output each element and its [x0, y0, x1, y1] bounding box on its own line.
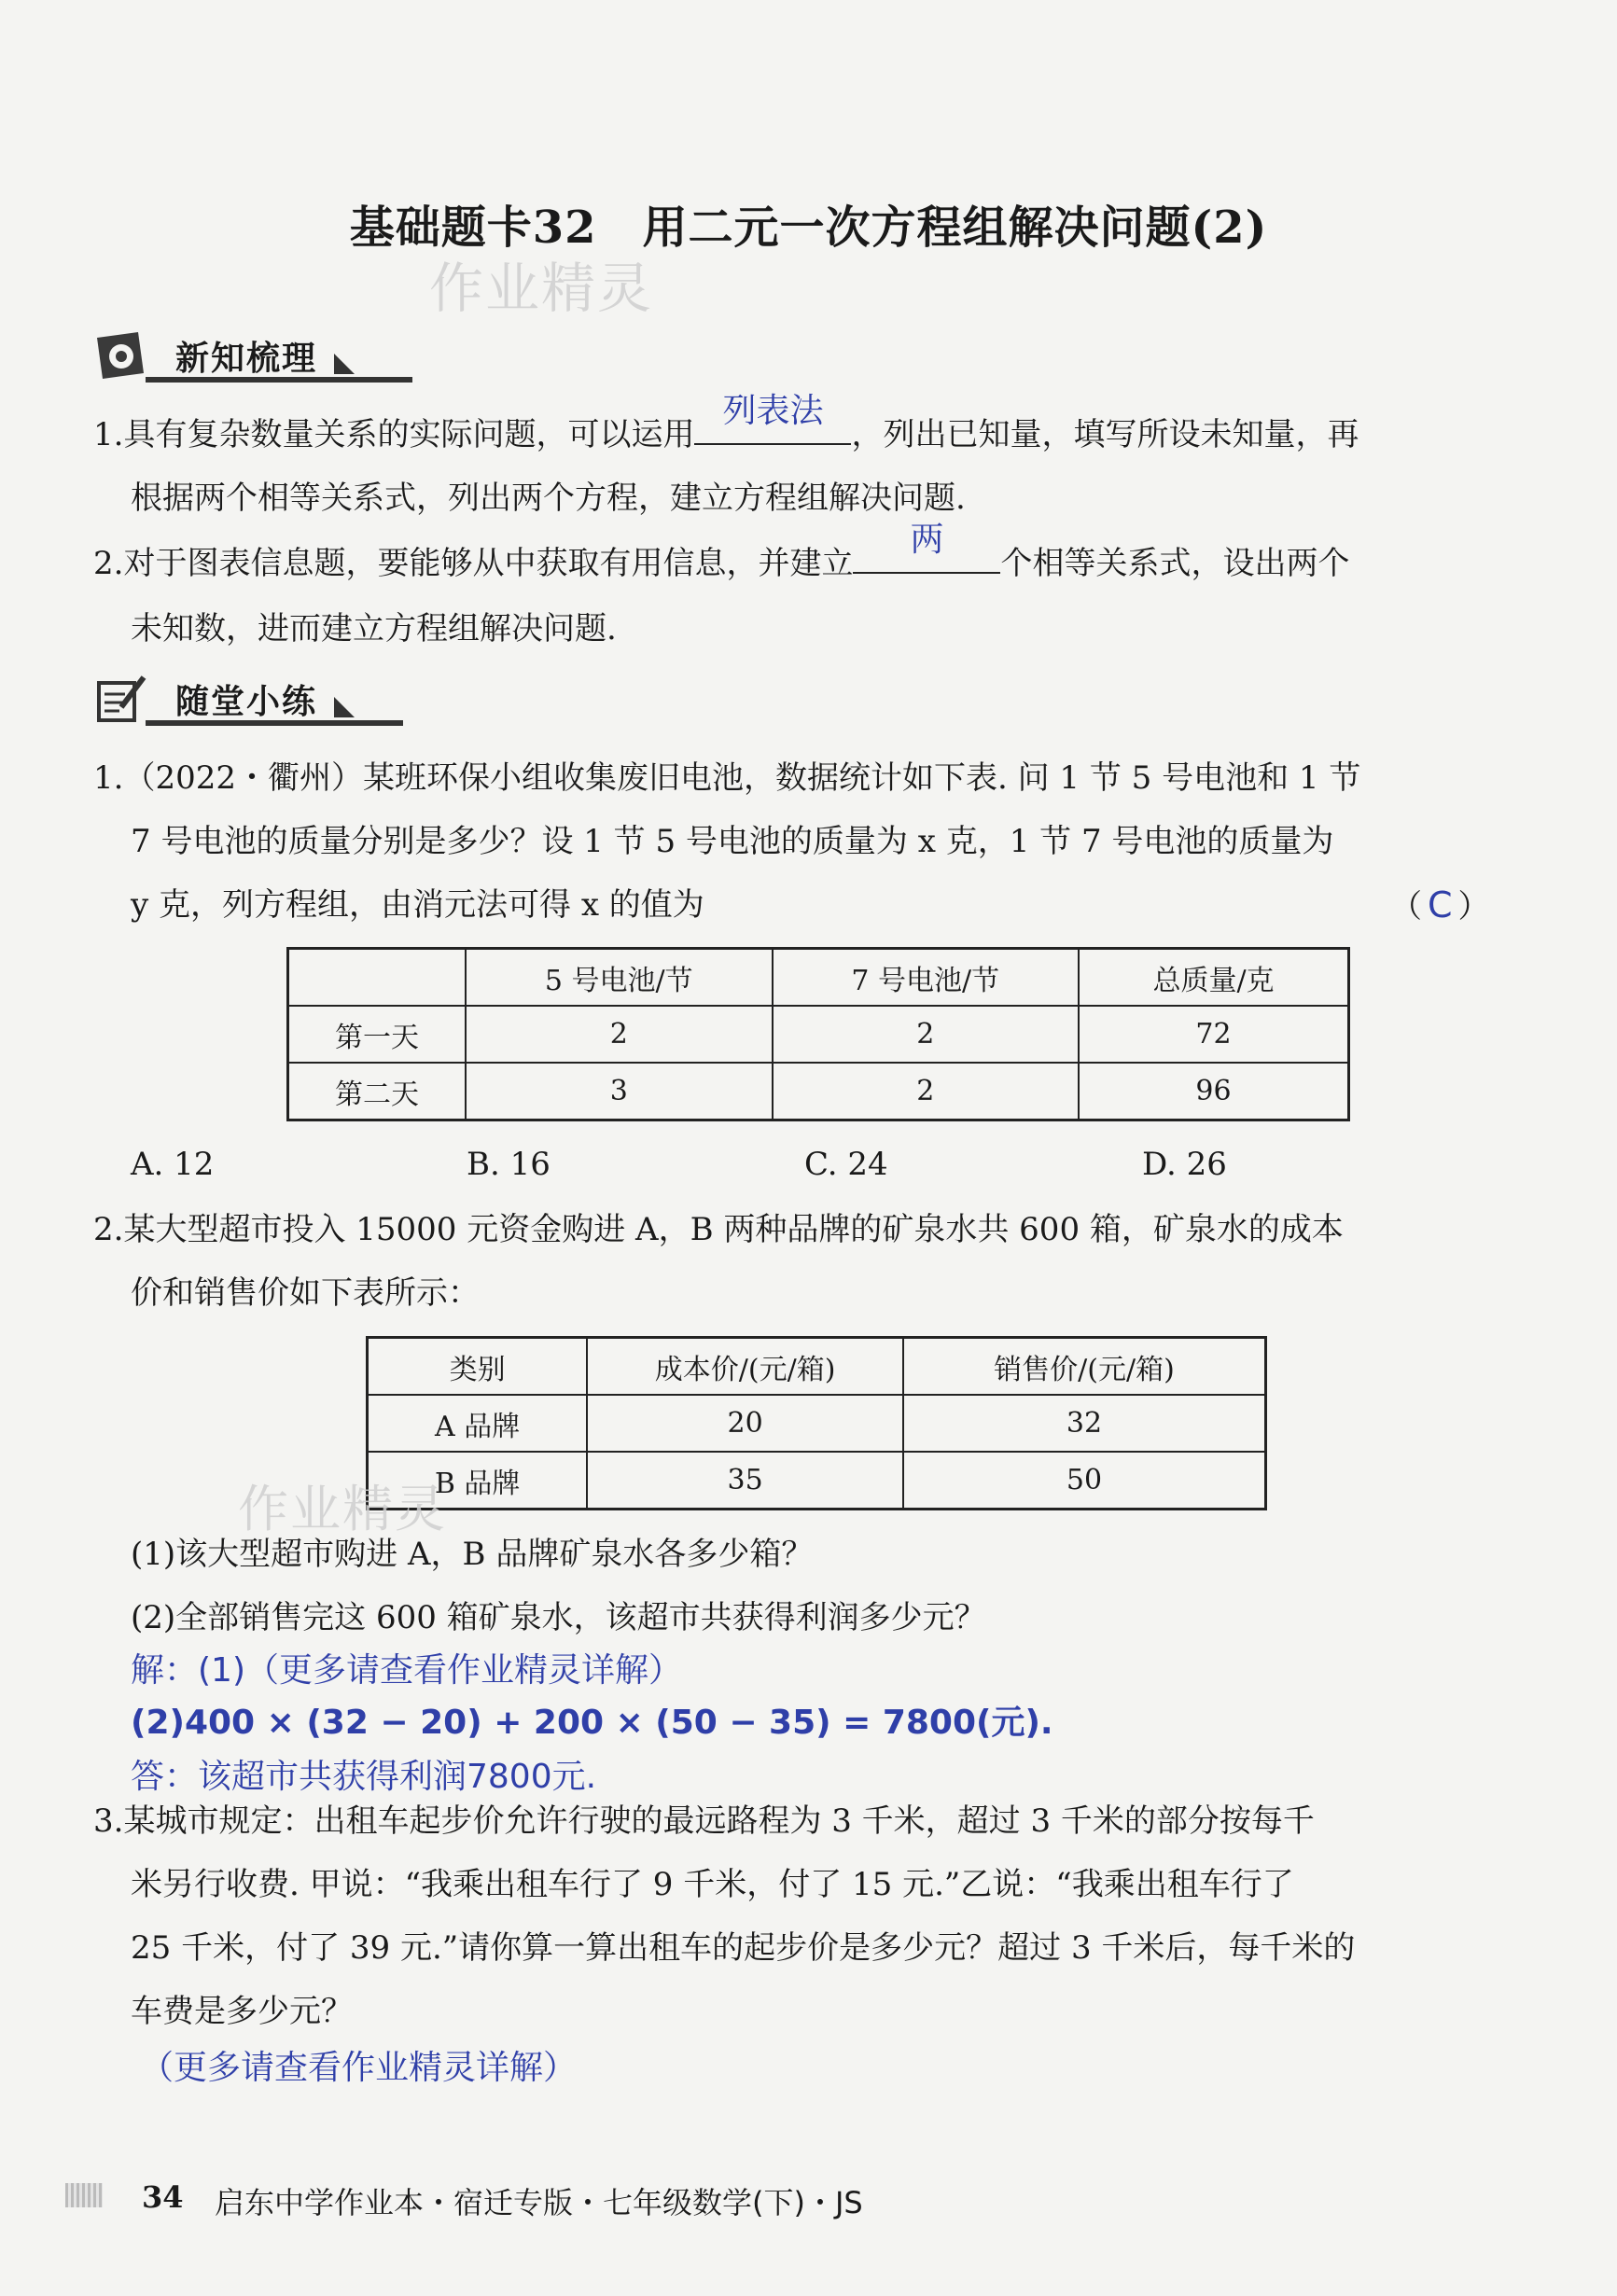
- answer-blank: [853, 521, 1000, 574]
- table-header-row: [288, 949, 1349, 1007]
- table-cell: 20: [587, 1395, 903, 1452]
- page-title: 基础题卡32 用二元一次方程组解决问题(2): [349, 202, 1268, 254]
- knowledge-item-1: [93, 392, 1549, 466]
- table-row: [368, 1395, 1266, 1452]
- knowledge-item-2: [93, 521, 1549, 595]
- answer-bracket: [1390, 873, 1521, 939]
- price-table: [366, 1336, 1267, 1510]
- answer-2-line1: 解：(1)（更多请查看作业精灵详解）: [131, 1651, 682, 1690]
- item-text: 1.具有复杂数量关系的实际问题，可以运用: [93, 416, 695, 453]
- paren-close: ）: [1457, 888, 1490, 925]
- question-2-sub2: (2)全部销售完这 600 箱矿泉水，该超市共获得利润多少元？: [131, 1599, 986, 1636]
- question-2-sub1: (1)该大型超市购进 A，B 品牌矿泉水各多少箱？: [131, 1536, 814, 1573]
- answer-2-line2: (2)400 × (32 − 20) + 200 × (50 − 35) = 7800(元).: [131, 1704, 1053, 1742]
- table-cell: [288, 949, 467, 1007]
- knowledge-item-2-line2: 未知数，进而建立方程组解决问题.: [131, 610, 617, 647]
- question-3-line2: 米另行收费. 甲说：“我乘出租车行了 9 千米，付了 15 元.”乙说：“我乘出租车行了: [131, 1866, 1294, 1903]
- table-cell: A 品牌: [368, 1395, 588, 1452]
- table-cell: 3: [466, 1063, 772, 1120]
- watermark-2: 作业精灵: [238, 1480, 447, 1538]
- table-cell: 总质量/克: [1079, 949, 1348, 1007]
- table-row: [368, 1452, 1266, 1510]
- table-cell: 35: [587, 1452, 903, 1510]
- question-1-line2: 7 号电池的质量分别是多少？设 1 节 5 号电池的质量为 x 克，1 节 7 号电池的质量为: [131, 823, 1334, 860]
- table-cell: 32: [903, 1395, 1266, 1452]
- answer-2-line3: 答：该超市共获得利润7800元.: [131, 1758, 597, 1796]
- page-number: 34: [142, 2179, 184, 2215]
- table-cell: 72: [1079, 1006, 1348, 1063]
- notebook-pen-icon: [93, 672, 147, 726]
- option-a: A. 12: [131, 1146, 215, 1183]
- paren-open: （: [1390, 888, 1422, 925]
- question-3-line3: 25 千米，付了 39 元.”请你算一算出租车的起步价是多少元？超过 3 千米后，每千米的: [131, 1929, 1356, 1967]
- table-row: [288, 1063, 1349, 1120]
- handwritten-answer: 两: [910, 521, 944, 559]
- table-cell: 类别: [368, 1338, 588, 1396]
- handwritten-answer: 列表法: [722, 392, 824, 430]
- battery-table: [286, 947, 1350, 1121]
- answer-blank: [694, 392, 851, 445]
- answer-3: （更多请查看作业精灵详解）: [140, 2049, 578, 2087]
- section-label: 新知梳理: [175, 339, 318, 378]
- section-underline: [146, 377, 412, 383]
- section-heading-practice: [93, 670, 392, 728]
- table-cell: 50: [903, 1452, 1266, 1510]
- question-3-line4: 车费是多少元？: [131, 1993, 353, 2030]
- item-text: 2.对于图表信息题，要能够从中获取有用信息，并建立: [93, 545, 854, 582]
- table-cell: 96: [1079, 1063, 1348, 1120]
- question-2-line2: 价和销售价如下表所示：: [131, 1274, 480, 1312]
- section-heading-new-knowledge: [93, 327, 401, 384]
- table-cell: 2: [773, 1006, 1079, 1063]
- table-cell: 2: [773, 1063, 1079, 1120]
- question-2-line1: 2.某大型超市投入 15000 元资金购进 A，B 两种品牌的矿泉水共 600 箱，矿泉水的成本: [93, 1211, 1344, 1248]
- table-cell: 销售价/(元/箱): [903, 1338, 1266, 1396]
- table-cell: 第二天: [288, 1063, 467, 1120]
- table-cell: 7 号电池/节: [773, 949, 1079, 1007]
- table-row: [288, 1006, 1349, 1063]
- question-3-line1: 3.某城市规定：出租车起步价允许行驶的最远路程为 3 千米，超过 3 千米的部分按每千: [93, 1802, 1315, 1840]
- clipboard-gear-icon: [93, 328, 147, 383]
- triangle-icon: [334, 354, 355, 374]
- watermark: 作业精灵: [429, 257, 654, 320]
- question-1-line3: y 克，列方程组，由消元法可得 x 的值为: [131, 886, 704, 924]
- item-text: ，列出已知量，填写所设未知量，再: [851, 416, 1359, 453]
- knowledge-item-1-line2: 根据两个相等关系式，列出两个方程，建立方程组解决问题.: [131, 480, 966, 517]
- section-underline: [146, 720, 403, 726]
- table-cell: 2: [466, 1006, 772, 1063]
- section-label: 随堂小练: [175, 682, 318, 721]
- table-cell: B 品牌: [368, 1452, 588, 1510]
- option-d: D. 26: [1142, 1146, 1227, 1183]
- option-b: B. 16: [467, 1146, 551, 1183]
- item-text: 个相等关系式，设出两个: [1000, 545, 1350, 582]
- footer-text: 启东中学作业本・宿迁专版・七年级数学(下)・JS: [215, 2185, 863, 2220]
- footer-decoration: [65, 2183, 103, 2207]
- question-1-line1: 1.（2022・衢州）某班环保小组收集废旧电池，数据统计如下表. 问 1 节 5 号电池和 1 节: [93, 759, 1361, 797]
- table-cell: 第一天: [288, 1006, 467, 1063]
- handwritten-choice: C: [1428, 884, 1453, 925]
- triangle-icon: [334, 697, 355, 717]
- table-header-row: [368, 1338, 1266, 1396]
- option-c: C. 24: [804, 1146, 888, 1183]
- table-cell: 5 号电池/节: [466, 949, 772, 1007]
- table-cell: 成本价/(元/箱): [587, 1338, 903, 1396]
